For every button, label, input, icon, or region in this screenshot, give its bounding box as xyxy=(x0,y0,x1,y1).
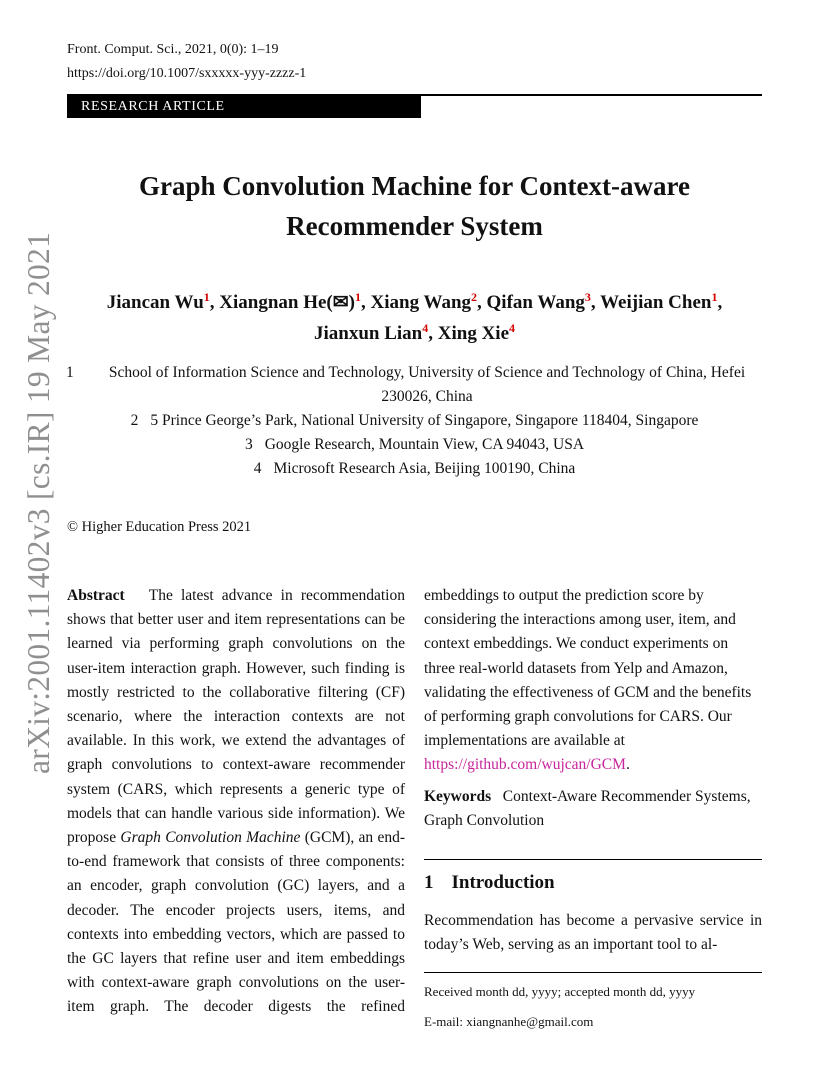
author-affiliation-mark: 1 xyxy=(203,290,210,304)
author-name: Xiang Wang xyxy=(370,292,472,313)
author-name: Xiangnan He(✉) xyxy=(219,292,356,313)
code-repository-link[interactable]: https://github.com/wujcan/GCM xyxy=(424,756,626,774)
affiliation-text: 5 Prince George’s Park, National University of Singapore, Singapore 118404, Singapore xyxy=(150,412,699,429)
paper-title xyxy=(67,166,762,246)
author-line-1: Jiancan Wu$^1$, Xiangnan He(✉)$^1$, Xiang Wang$^2$, Qifan Wang$^3$, Weijian Chen$^1$, xyxy=(106,290,723,313)
article-type-banner: RESEARCH ARTICLE xyxy=(67,95,421,118)
abstract-text-continued: embeddings to output the prediction score by considering the interactions among user, item, and context embeddings. We conduct experiments on three real-world datasets from Yelp and Amazon, validating the effectiveness of GCM and the benefits of performing graph convolutions for CARS. Our implementations are available at xyxy=(424,587,752,750)
section-heading xyxy=(424,870,555,896)
received-dates: Received month dd, yyyy; accepted month dd, yyyy xyxy=(424,984,696,999)
affiliation-2 xyxy=(67,409,762,433)
affiliation-3 xyxy=(67,433,762,457)
keywords xyxy=(424,785,762,833)
author-name: Jiancan Wu xyxy=(106,292,204,313)
author-affiliation-mark: 1 xyxy=(355,290,362,304)
affiliation-4 xyxy=(67,457,762,481)
model-name-emphasis: Graph Convolution Machine xyxy=(120,829,301,847)
author-name: Xing Xie xyxy=(437,323,509,344)
keywords-label: Keywords xyxy=(424,787,492,805)
abstract-label: Abstract xyxy=(67,587,125,604)
affiliation-text: Microsoft Research Asia, Beijing 100190, China xyxy=(273,460,576,477)
abstract-column-left xyxy=(67,584,405,1020)
author-name: Weijian Chen xyxy=(600,292,712,313)
author-affiliation-mark: 4 xyxy=(509,321,515,335)
author-affiliation-mark: 3 xyxy=(584,290,591,304)
abstract-text-part2: (GCM), an end-to-end framework that consists of three components: an encoder, graph convolution (GC) layers, and a decoder. The encoder projects users, items, and contexts into embedding vectors, which are passed to the GC layers that refine user and item embeddings with context-aware graph convolutions on the user-item graph. The decoder digests the refined xyxy=(67,829,406,1016)
section-number: 1 xyxy=(424,872,434,893)
abstract-text-part1: The latest advance in recommendation shows that better user and item representations can be learned via performing graph convolutions on the user-item interaction graph. However, such finding is mostly restricted to the collaborative filtering (CF) scenario, where the interaction contexts are not available. In this work, we extend the advantages of graph convolutions to context-aware recommender system (CARS, which represents a generic type of models that can handle various side information). We propose xyxy=(67,587,405,847)
affiliation-text: Google Research, Mountain View, CA 94043, USA xyxy=(264,436,585,453)
keywords-text: Context-Aware Recommender Systems, Graph Convolution xyxy=(424,787,751,829)
author-affiliation-mark: 4 xyxy=(422,321,429,335)
author-line-2: Jianxun Lian$^4$, Xing Xie$^4$ xyxy=(314,321,515,344)
copyright-notice: © Higher Education Press 2021 xyxy=(67,519,252,535)
author-name: Jianxun Lian xyxy=(314,323,423,344)
author-name: Qifan Wang xyxy=(486,292,585,313)
affiliation-number: 2 xyxy=(130,412,139,429)
journal-citation: Front. Comput. Sci., 2021, 0(0): 1–19 xyxy=(67,42,279,57)
introduction-text: Recommendation has become a pervasive service in today’s Web, serving as an important tool to al- xyxy=(424,912,762,954)
affiliation-number: 1 xyxy=(66,364,74,381)
doi-link[interactable]: https://doi.org/10.1007/sxxxxx-yyy-zzzz-1 xyxy=(67,66,307,81)
section-rule xyxy=(424,859,762,860)
contact-email: E-mail: xiangnanhe@gmail.com xyxy=(424,1014,594,1029)
footnote-rule xyxy=(424,972,762,973)
affiliation-line: 230026, China xyxy=(381,388,473,405)
affiliation-1 xyxy=(91,361,763,409)
title-line-1: Graph Convolution Machine for Context-aware xyxy=(139,171,690,201)
keywords-block: embeddings to output the prediction score by considering the interactions among user, item, and context embeddings. We conduct experiments on three real-world datasets from Yelp and Amazon, validating the effectiveness of GCM and the benefits of performing graph convolutions for CARS. Our implementations are available at https://github.com/wujcan/GCM. Keywords Context-Aware Recommender Systems, Graph Convolution xyxy=(424,584,762,833)
title-line-2: Recommender System xyxy=(286,211,543,241)
author-affiliation-mark: 1 xyxy=(711,290,718,304)
author-list xyxy=(67,287,762,349)
section-title: Introduction xyxy=(451,872,555,893)
arxiv-watermark: arXiv:2001.11402v3 [cs.IR] 19 May 2021 xyxy=(21,231,56,774)
affiliation-number: 3 xyxy=(244,436,253,453)
author-affiliation-mark: 2 xyxy=(471,290,478,304)
affiliation-number: 4 xyxy=(253,460,262,477)
affiliation-line: School of Information Science and Technology, University of Science and Technology of China, Hefei xyxy=(108,364,746,381)
